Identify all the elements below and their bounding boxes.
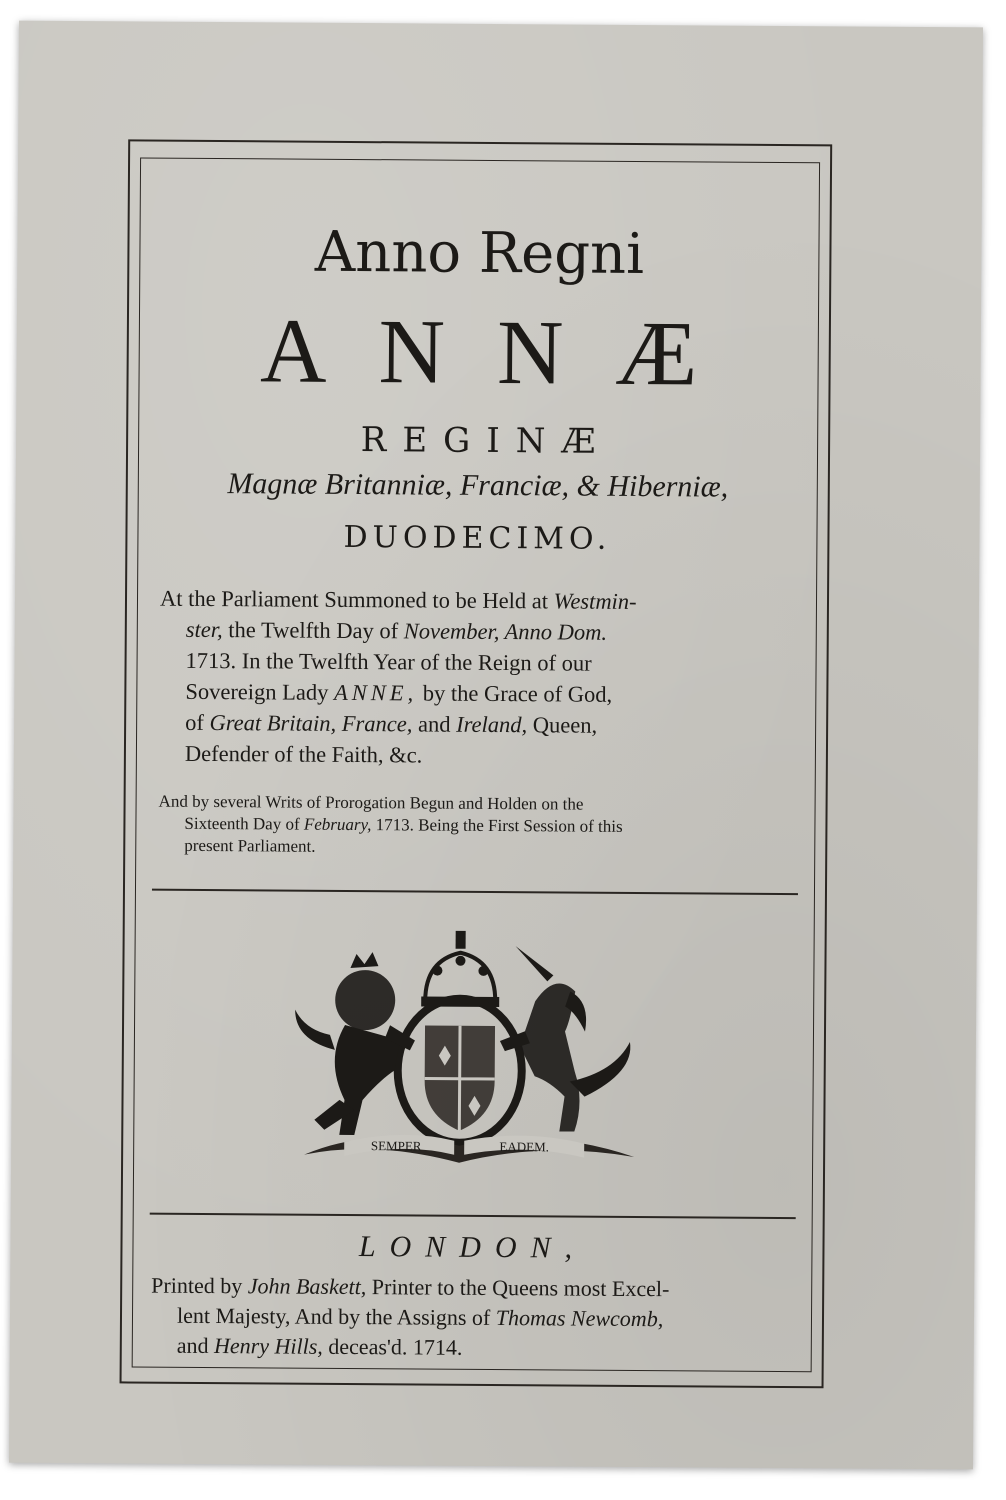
p2-text: Sixteenth Day of xyxy=(184,813,300,834)
imprint-part: deceas'd. 1714. xyxy=(328,1333,463,1360)
inner-border xyxy=(132,158,820,1373)
parliament-paragraph xyxy=(159,583,798,773)
motto-left: SEMPER xyxy=(370,1138,422,1154)
p1-text: and xyxy=(417,711,451,737)
p1-text: Queen, xyxy=(532,712,598,738)
imprint-block xyxy=(151,1229,794,1365)
title-duodecimo: DUODECIMO. xyxy=(343,519,612,557)
p1-text: Defender of the Faith, &c. xyxy=(184,740,423,768)
p1-text: Great Britain, France, xyxy=(209,709,413,737)
p1-text: of xyxy=(185,709,204,735)
p1-text: Ireland, xyxy=(456,711,528,738)
document-page xyxy=(9,21,983,1470)
divider-top xyxy=(152,889,798,896)
imprint-part: lent Majesty, And by the Assigns of xyxy=(176,1302,491,1330)
title-anno-regni: Anno Regni xyxy=(314,219,645,288)
royal-coat-of-arms-icon xyxy=(284,930,666,1173)
imprint-part: and xyxy=(176,1332,209,1359)
p2-text: present Parliament. xyxy=(184,835,316,856)
p1-text: Sovereign Lady xyxy=(185,678,329,705)
imprint-city: LONDON, xyxy=(358,1230,587,1265)
p1-text: 1713. In the Twelfth Year of the Reign of our xyxy=(185,647,592,676)
title-annae: ANNÆ xyxy=(259,299,750,405)
title-reginae: REGINÆ xyxy=(360,420,612,462)
imprint-part: Printed by xyxy=(151,1272,243,1299)
p2-text: And by several Writs of Prorogation Begun and Holden on the xyxy=(158,791,584,814)
prorogation-paragraph xyxy=(158,791,796,861)
outer-border xyxy=(120,139,833,1388)
p2-text: February, xyxy=(303,814,372,835)
p1-text: ANNE, xyxy=(333,679,418,706)
p1-text: November, Anno Dom. xyxy=(403,618,608,645)
motto-right: EADEM. xyxy=(499,1139,549,1155)
p1-text: At the Parliament Summoned to be Held at xyxy=(159,585,549,614)
p1-text: the Twelfth Day of xyxy=(228,617,399,644)
p2-text: 1713. Being the First Session of this xyxy=(375,815,623,836)
imprint-part: Henry Hills, xyxy=(213,1333,323,1359)
divider-bottom xyxy=(150,1213,796,1220)
p1-text: ster, xyxy=(185,616,223,643)
p1-text: Westmin- xyxy=(553,588,637,614)
p1-text: by the Grace of God, xyxy=(422,680,613,707)
title-realms: Magnæ Britanniæ, Franciæ, & Hiberniæ, xyxy=(227,467,729,504)
imprint-part: Printer to the Queens most Excel- xyxy=(371,1274,670,1302)
imprint-part: Thomas Newcomb, xyxy=(495,1305,664,1332)
imprint-text xyxy=(151,1271,794,1365)
imprint-part: John Baskett, xyxy=(247,1273,367,1300)
